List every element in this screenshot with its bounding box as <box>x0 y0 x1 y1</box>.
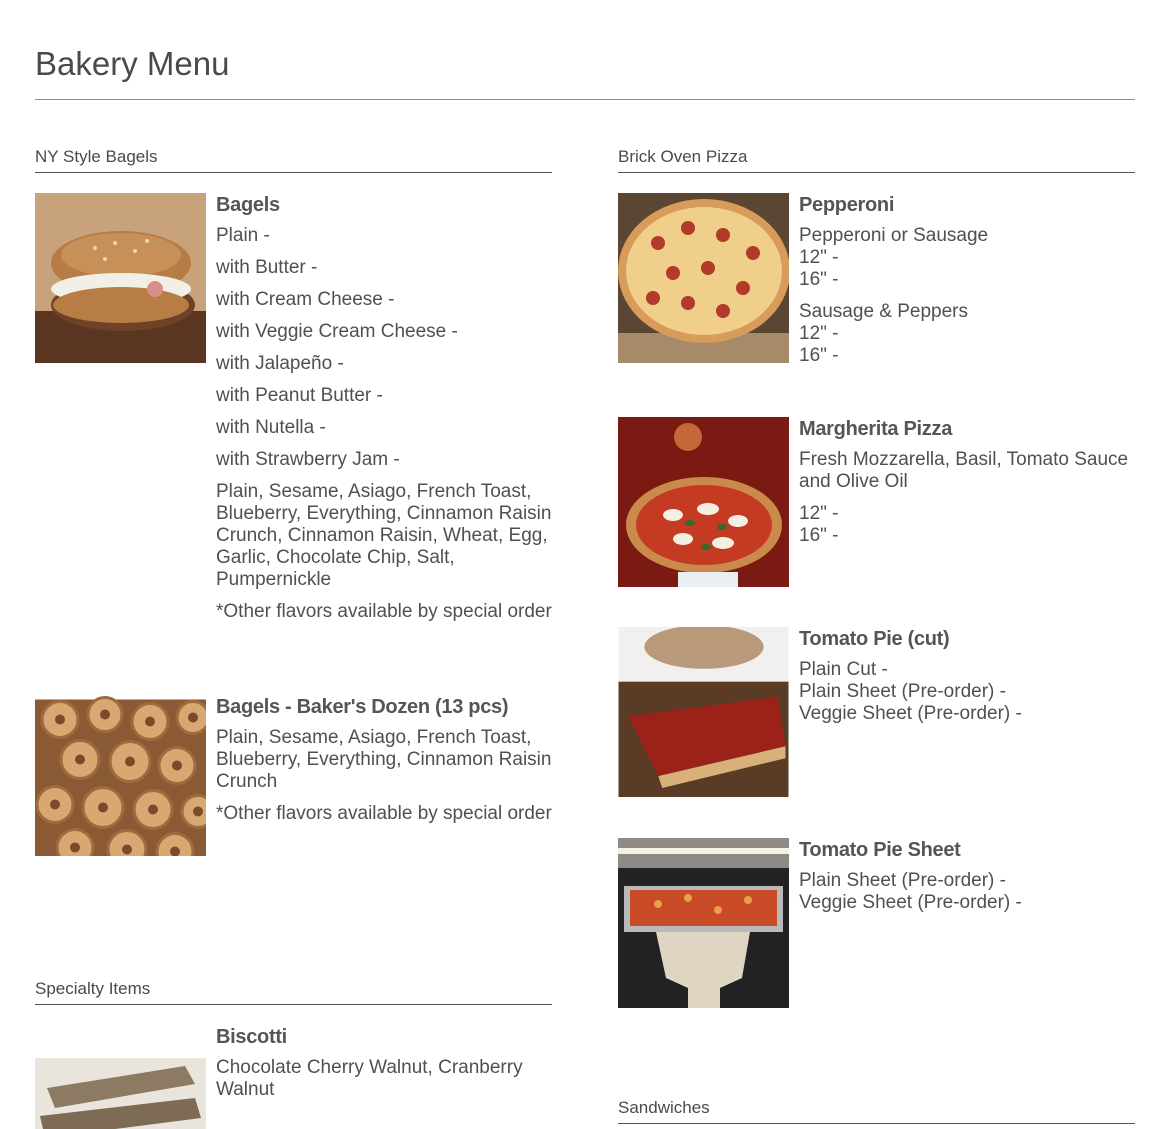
item-info <box>799 193 1135 367</box>
item-info <box>799 417 1135 547</box>
section-header-sandwiches <box>618 1095 1135 1124</box>
size-price: 12" - <box>799 247 839 268</box>
price-line: with Cream Cheese - <box>216 289 395 310</box>
menu-item-bagels <box>35 193 552 653</box>
size-price: 16" - <box>799 525 839 546</box>
special-order-note: *Other flavors available by special order <box>216 601 552 622</box>
menu-item-tomato-pie-sheet <box>618 838 1135 1008</box>
price-line: Veggie Sheet (Pre-order) - <box>799 892 1022 913</box>
size-price: 16" - <box>799 345 839 366</box>
item-name: Tomato Pie (cut) <box>799 628 950 650</box>
price-line: with Butter - <box>216 257 318 278</box>
price-line: Veggie Sheet (Pre-order) - <box>799 703 1022 724</box>
special-order-note: *Other flavors available by special order <box>216 803 552 824</box>
menu-item-bakers-dozen <box>35 695 552 865</box>
section-title: Sandwiches <box>618 1098 710 1117</box>
item-info <box>799 838 1135 914</box>
price-line: Plain Cut - <box>799 659 888 680</box>
menu-item-margherita <box>618 417 1135 587</box>
tomato-pie-sheet-photo <box>618 838 789 1008</box>
item-name: Biscotti <box>216 1026 287 1048</box>
price-line: with Veggie Cream Cheese - <box>216 321 458 342</box>
item-name: Bagels - Baker's Dozen (13 pcs) <box>216 696 509 718</box>
item-info <box>799 627 1135 725</box>
size-price: 12" - <box>799 503 839 524</box>
item-info <box>216 193 552 623</box>
item-description: Fresh Mozzarella, Basil, Tomato Sauce and Olive Oil <box>799 449 1129 492</box>
biscotti-photo <box>35 1025 206 1129</box>
bagel-sandwich-photo <box>35 193 206 363</box>
section-title: NY Style Bagels <box>35 147 158 166</box>
tomato-pie-slice-photo <box>618 627 789 798</box>
section-title: Brick Oven Pizza <box>618 147 748 166</box>
option-title: Pepperoni or Sausage <box>799 225 989 246</box>
price-line: with Strawberry Jam - <box>216 449 400 470</box>
pepperoni-pizza-photo <box>618 193 789 363</box>
price-line: Plain Sheet (Pre-order) - <box>799 681 1006 702</box>
bagel-pile-photo <box>35 695 206 856</box>
option-title: Sausage & Peppers <box>799 301 969 322</box>
section-header-pizza <box>618 144 1135 173</box>
item-description: Chocolate Cherry Walnut, Cranberry Walnut <box>216 1057 523 1100</box>
item-name: Tomato Pie Sheet <box>799 839 961 861</box>
item-info <box>216 695 552 825</box>
item-name: Pepperoni <box>799 194 895 216</box>
menu-item-pepperoni <box>618 193 1135 383</box>
menu-item-biscotti <box>35 1025 552 1129</box>
section-title: Specialty Items <box>35 979 151 998</box>
price-line: with Nutella - <box>216 417 326 438</box>
flavor-list: Plain, Sesame, Asiago, French Toast, Blueberry, Everything, Cinnamon Raisin Crunch, Cinnamon Raisin, Wheat, Egg, Garlic, Chocolate Chip, Salt, Pumpernickle <box>216 481 552 590</box>
title-divider <box>35 99 1135 100</box>
item-info <box>216 1025 552 1101</box>
size-price: 16" - <box>799 269 839 290</box>
section-header-specialty <box>35 976 552 1005</box>
item-name: Bagels <box>216 194 280 216</box>
price-line: Plain - <box>216 225 270 246</box>
item-name: Margherita Pizza <box>799 418 953 440</box>
page-title: Bakery Menu <box>35 45 230 82</box>
menu-item-tomato-pie-cut <box>618 627 1135 798</box>
section-header-bagels <box>35 144 552 173</box>
flavor-list: Plain, Sesame, Asiago, French Toast, Blueberry, Everything, Cinnamon Raisin Crunch <box>216 727 552 792</box>
size-price: 12" - <box>799 323 839 344</box>
price-line: with Jalapeño - <box>216 353 344 374</box>
price-line: Plain Sheet (Pre-order) - <box>799 870 1006 891</box>
price-line: with Peanut Butter - <box>216 385 383 406</box>
margherita-pizza-photo <box>618 417 789 587</box>
